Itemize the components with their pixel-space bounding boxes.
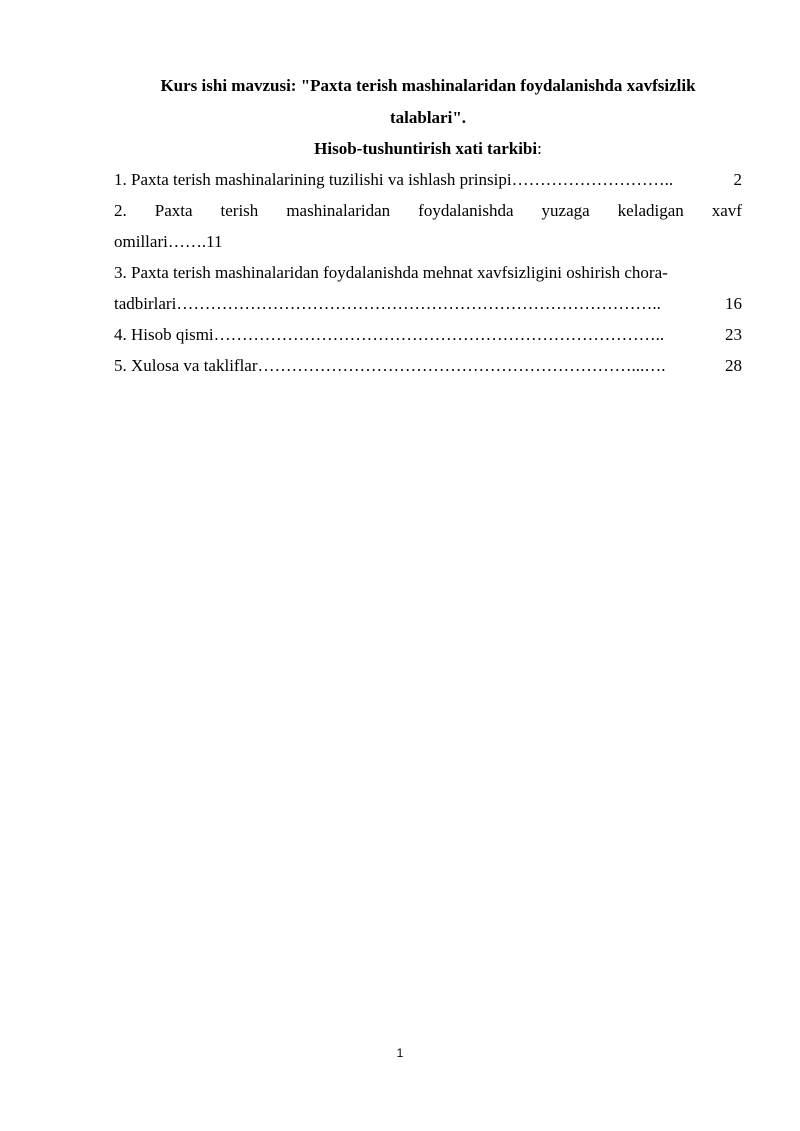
toc-item-2-word-foydalanishda: foydalanishda	[418, 201, 514, 220]
toc-heading	[114, 134, 742, 164]
title-line-1: Kurs ishi mavzusi: "Paxta terish mashinalaridan foydalanishda xavfsizlik	[160, 76, 696, 95]
toc-item-3-leader: …………………………………………………………………………..	[176, 294, 661, 313]
toc-item-3-text-line-2: tadbirlari	[114, 294, 177, 313]
toc-item-4-leader: ……………………………………………………………………..	[213, 325, 665, 344]
toc-item-4-line	[114, 319, 742, 350]
toc-item-1-leader: ………………………..	[511, 170, 674, 189]
toc-item-3-line-1	[114, 257, 742, 288]
toc-item-3-text-line-1: 3. Paxta terish mashinalaridan foydalanishda mehnat xavfsizligini oshirish chora-	[114, 263, 668, 282]
toc-item-4	[114, 319, 742, 350]
toc-item-2-page: 11	[206, 232, 223, 251]
toc-item-2-word-paxta: Paxta	[154, 201, 193, 220]
toc-item-3-page: 16	[725, 294, 742, 313]
course-work-title	[114, 70, 742, 134]
title-line-2: talablari".	[389, 108, 467, 127]
toc-item-1-text: 1. Paxta terish mashinalarining tuzilishi va ishlash prinsipi	[114, 170, 512, 189]
toc-heading-colon: :	[537, 139, 542, 158]
toc-item-2-line-2	[114, 226, 742, 257]
toc-heading-text: Hisob-tushuntirish xati tarkibi	[314, 139, 538, 158]
toc-item-2-word-mashinalaridan: mashinalaridan	[286, 201, 391, 220]
toc-item-5-leader: …………………………………………………………...….	[257, 356, 666, 375]
toc-item-2-word-num: 2.	[114, 201, 127, 220]
toc-item-2-leader: …….	[167, 232, 207, 251]
table-of-contents	[114, 164, 742, 381]
toc-item-2	[114, 195, 742, 257]
toc-item-3	[114, 257, 742, 319]
toc-item-3-line-2	[114, 288, 742, 319]
toc-item-1-line	[114, 164, 742, 195]
toc-item-2-word-terish: terish	[220, 201, 259, 220]
document-content	[114, 70, 742, 381]
toc-item-5-text: 5. Xulosa va takliflar	[114, 356, 258, 375]
toc-item-2-text-line-2: omillari	[114, 232, 168, 251]
page-number: 1	[396, 1046, 404, 1060]
toc-item-2-word-yuzaga: yuzaga	[541, 201, 590, 220]
toc-item-2-word-keladigan: keladigan	[617, 201, 684, 220]
toc-item-4-text: 4. Hisob qismi	[114, 325, 214, 344]
toc-item-1	[114, 164, 742, 195]
toc-item-2-word-xavf: xavf	[711, 201, 742, 220]
toc-item-2-text-line-1	[114, 195, 127, 226]
toc-item-4-page: 23	[725, 325, 742, 344]
toc-item-2-line-1	[114, 195, 742, 226]
toc-item-5	[114, 350, 742, 381]
toc-item-5-page: 28	[725, 356, 742, 375]
toc-item-5-line	[114, 350, 742, 381]
toc-item-1-page: 2	[733, 170, 742, 189]
